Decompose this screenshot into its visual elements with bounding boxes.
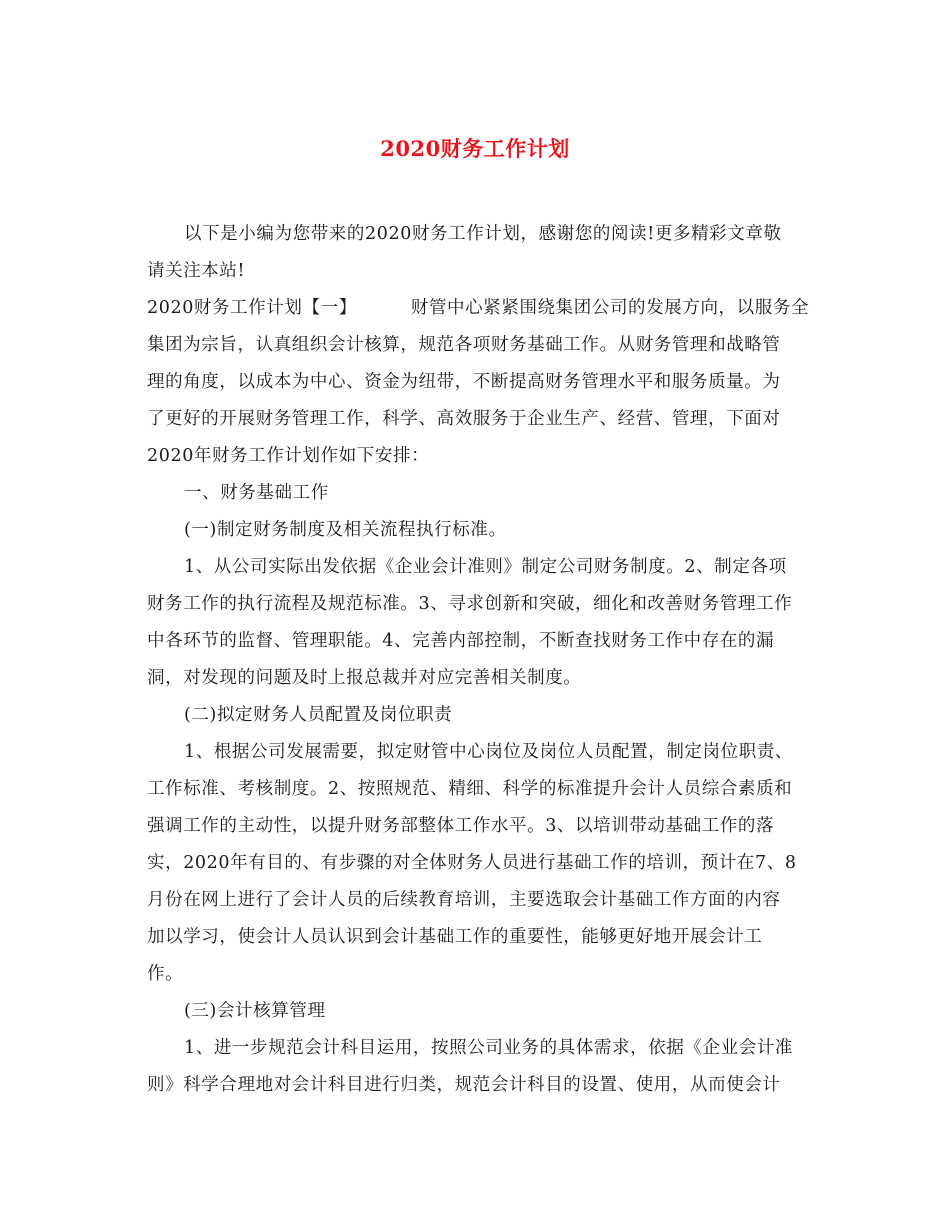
intro-line-1: 以下是小编为您带来的2020财务工作计划，感谢您的阅读!更多精彩文章敬 xyxy=(184,224,782,244)
plan-first-line: 财管中心紧紧围绕集团公司的发展方向，以服务全 xyxy=(410,298,810,318)
plan-body-line-4: 2020年财务工作计划作如下安排： xyxy=(147,446,430,466)
subsection-1-line-1: 1、从公司实际出发依据《企业会计准则》制定公司财务制度。2、制定各项 xyxy=(184,557,787,577)
subsection-1-line-3: 中各环节的监督、管理职能。4、完善内部控制，不断查找财务工作中存在的漏 xyxy=(147,631,775,651)
plan-heading: 2020财务工作计划【一】 xyxy=(147,298,357,318)
intro-line-2: 请关注本站! xyxy=(147,261,246,281)
subsection-2-line-1: 1、根据公司发展需要，拟定财管中心岗位及岗位人员配置，制定岗位职责、 xyxy=(184,742,794,762)
subsection-2-line-6: 加以学习，使会计人员认识到会计基础工作的重要性，能够更好地开展会计工 xyxy=(147,927,763,947)
plan-body-line-3: 了更好的开展财务管理工作，科学、高效服务于企业生产、经营、管理，下面对 xyxy=(147,409,781,429)
subsection-2-line-7: 作。 xyxy=(147,964,184,984)
section-heading-1: 一、财务基础工作 xyxy=(184,483,329,503)
subsection-1-line-4: 洞，对发现的问题及时上报总裁并对应完善相关制度。 xyxy=(147,668,582,688)
subsection-1-line-2: 财务工作的执行流程及规范标准。3、寻求创新和突破，细化和改善财务管理工作 xyxy=(147,594,793,614)
document-title: 2020财务工作计划 xyxy=(380,136,570,161)
subsection-heading-1: (一)制定财务制度及相关流程执行标准。 xyxy=(184,520,507,540)
plan-heading-line xyxy=(147,296,812,320)
plan-body-line-2: 理的角度，以成本为中心、资金为纽带，不断提高财务管理水平和服务质量。为 xyxy=(147,372,781,392)
plan-body-line-1: 集团为宗旨，认真组织会计核算，规范各项财务基础工作。从财务管理和战略管 xyxy=(147,335,781,355)
subsection-3-line-2: 则》科学合理地对会计科目进行归类，规范会计科目的设置、使用，从而使会计 xyxy=(147,1075,781,1095)
subsection-2-line-5: 月份在网上进行了会计人员的后续教育培训，主要选取会计基础工作方面的内容 xyxy=(147,890,781,910)
subsection-2-line-3: 强调工作的主动性，以提升财务部整体工作水平。3、以培训带动基础工作的落 xyxy=(147,816,775,836)
subsection-2-line-4: 实，2020年有目的、有步骤的对全体财务人员进行基础工作的培训，预计在7、8 xyxy=(147,853,797,873)
subsection-3-line-1: 1、进一步规范会计科目运用，按照公司业务的具体需求，依据《企业会计准 xyxy=(184,1038,794,1058)
subsection-heading-2: (二)拟定财务人员配置及岗位职责 xyxy=(184,705,453,725)
subsection-heading-3: (三)会计核算管理 xyxy=(184,1001,326,1021)
subsection-2-line-2: 工作标准、考核制度。2、按照规范、精细、科学的标准提升会计人员综合素质和 xyxy=(147,779,793,799)
